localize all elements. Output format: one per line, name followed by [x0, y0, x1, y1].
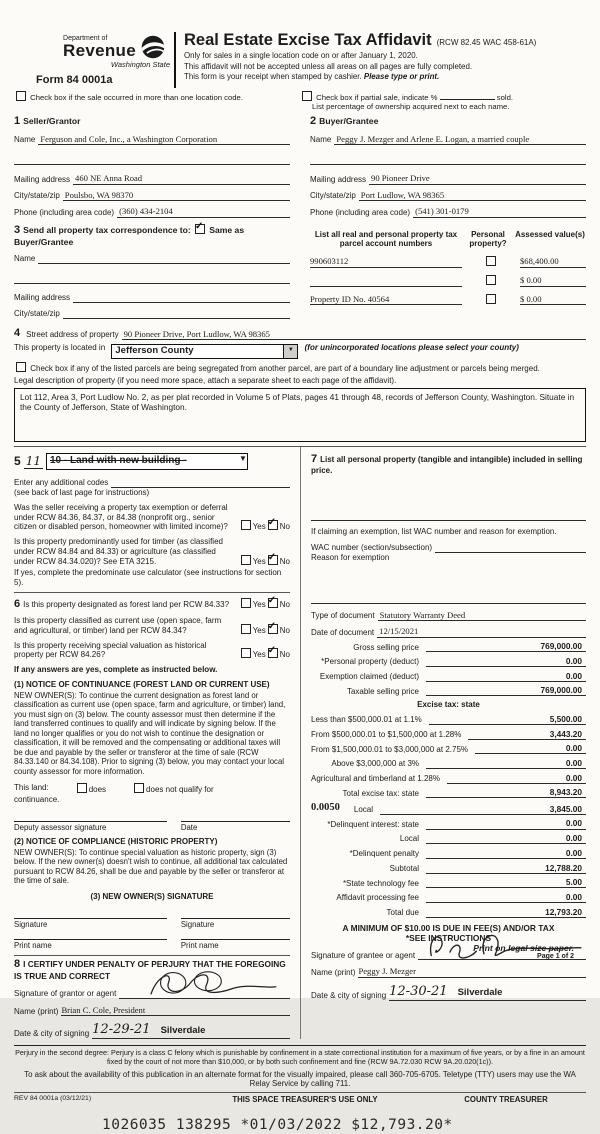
grantor-name-label: Name (print): [14, 1006, 59, 1016]
delinquent-penalty-value[interactable]: 0.00: [496, 848, 586, 859]
date-of-document-field[interactable]: 12/15/2021: [377, 626, 586, 637]
additional-codes-label: Enter any additional codes: [14, 478, 109, 488]
local-tax-value[interactable]: 3,845.00: [496, 804, 586, 815]
same-as-buyer-label: Same as Buyer/Grantee: [14, 224, 245, 248]
notice-2-body: NEW OWNER(S): To continue special valuation as historic property, sign (3) below. If the new owner(s) doesn't wish to continue, all additional tax calculated pursuant to RCW 84.26, shall be due and payable by the seller or transferor at the time of sale.: [14, 847, 288, 886]
s6-question-2: Is this property classified as current use (open space, farm and agricultural, or timber) land per RCW 84.34?: [14, 616, 222, 635]
grantee-name-field[interactable]: Peggy J. Mezger: [358, 966, 586, 977]
grantor-city: Silverdale: [160, 1025, 206, 1037]
rev-number: REV 84 0001a (03/12/21): [14, 1095, 92, 1103]
deputy-date-line[interactable]: Date: [181, 821, 290, 833]
seller-name-field[interactable]: Ferguson and Cole, Inc., a Washington Corporation: [38, 134, 290, 145]
county-treasurer-label: COUNTY TREASURER: [464, 1095, 548, 1105]
tax-row-label: *Personal property (deduct): [321, 657, 419, 667]
minimum-due-line-2: *SEE INSTRUCTIONS: [405, 933, 492, 943]
buyer-phone-field[interactable]: (541) 301-0179: [413, 206, 586, 217]
total-due-value[interactable]: 12,793.20: [496, 907, 586, 918]
type-of-document-label: Type of document: [311, 611, 375, 621]
seller-city-field[interactable]: Poulsbo, WA 98370: [63, 190, 290, 201]
tax-row-label: From $500,000.01 to $1,500,000 at 1.28%: [311, 729, 462, 739]
grantor-handwritten-date: 12-29-21: [92, 1022, 151, 1038]
agency-block: [14, 30, 172, 88]
partial-sale-checkbox[interactable]: [302, 91, 312, 101]
tier4-tax-value[interactable]: 0.00: [496, 758, 586, 769]
notice-3-title: (3) NEW OWNER(S) SIGNATURE: [90, 891, 214, 901]
agency-name: Revenue: [63, 41, 136, 61]
corr-name-field[interactable]: [38, 253, 290, 264]
use-code-dropdown-arrow-icon[interactable]: ▼: [239, 454, 247, 464]
s5q1-no-checkbox[interactable]: [268, 520, 278, 530]
corr-name-label: Name: [14, 254, 36, 264]
assessed-value-field[interactable]: $ 0.00: [520, 275, 586, 286]
agency-subtitle: Washington State: [110, 60, 170, 69]
notice-1-body: NEW OWNER(S): To continue the current designation as forest land or classification as current use (open space, farm and agriculture, or timber) land, you must sign on (3) below. The county assessor must then determine if the land transferred continues to qualify and will indicate by signing below. If the land no longer qualifies or you do not wish to continue the designation or classification, it will be removed and the compensating or additional taxes will be due and payable by the seller or transferor at the time of sale (RCW 84.33.140 or 84.34.108). Prior to signing (3) below, you may contact your local county assessor for more information.: [14, 690, 286, 776]
subtitle-line-3: [184, 72, 586, 82]
parcel-row: [310, 256, 586, 268]
seller-name-label: Name: [14, 135, 36, 145]
s5-question-2: Is this property predominantly used for timber (as classified under RCW 84.84 and 84.33) or agriculture (as classified under RCW 84.34.020)? See ETA 3215.: [14, 537, 223, 566]
buyer-city-label: City/state/zip: [310, 191, 356, 201]
delinquent-interest-state-value[interactable]: 0.00: [496, 818, 586, 829]
tax-row-label: Agricultural and timberland at 1.28%: [311, 773, 440, 783]
personal-property-field[interactable]: [311, 510, 586, 521]
correspondence-heading: Send all property tax correspondence to:: [23, 224, 191, 235]
section-3-number: 3: [14, 223, 21, 236]
subtotal-value[interactable]: 12,788.20: [496, 863, 586, 874]
subtitle-line-1: Only for sales in a single location code on or after January 1, 2020.: [184, 51, 418, 61]
grantor-signature-label: Signature of grantor or agent: [14, 989, 117, 999]
agency-small-label: Department of: [63, 34, 108, 42]
tier3-tax-value[interactable]: 0.00: [496, 743, 586, 754]
grantee-date-field[interactable]: [389, 984, 586, 1001]
grantee-handwritten-date: 12-30-21: [389, 983, 448, 999]
corr-mailing-label: Mailing address: [14, 293, 71, 303]
section-8-number: 8: [14, 957, 21, 970]
perjury-statement: Perjury in the second degree: Perjury is a class C felony which is punishable by confinement in a state correctional institution for a maximum of five years, or by a fine in an amount fixed by the court of not more than $10,000, or by both such confinement and fine (RCW 9A.72.030 RCW 9A.20.020(1c)).: [14, 1045, 586, 1067]
no-label: No: [279, 599, 290, 609]
reason-for-exemption-field[interactable]: [311, 593, 586, 604]
tax-row-label: Total excise tax: state: [342, 788, 419, 798]
gross-selling-price-value[interactable]: 769,000.00: [496, 641, 586, 652]
local-rate: 0.0050: [311, 802, 340, 814]
s7-heading: List all personal property (tangible and intangible) included in selling price.: [311, 455, 583, 476]
s6q1-no-checkbox[interactable]: [268, 598, 278, 608]
buyer-city-field[interactable]: Port Ludlow, WA 98365: [359, 190, 586, 201]
tax-row-label: Total due: [386, 908, 419, 917]
tax-row-label: From $1,500,000.01 to $3,000,000 at 2.75%: [311, 744, 469, 754]
personal-property-col-header: Personal property?: [469, 229, 507, 249]
seller-phone-field[interactable]: (360) 434-2104: [117, 206, 290, 217]
buyer-mailing-label: Mailing address: [310, 174, 367, 184]
taxable-selling-price-value[interactable]: 769,000.00: [496, 685, 586, 696]
parcel-table: [300, 224, 586, 319]
form-header: [14, 30, 586, 88]
header-divider: [174, 32, 176, 88]
street-address-field[interactable]: 90 Pioneer Drive, Port Ludlow, WA 98365: [122, 329, 586, 340]
grantor-date-label: Date & city of signing: [14, 1029, 90, 1039]
tax-row-label: Subtotal: [389, 863, 419, 873]
seller-phone-label: Phone (including area code): [14, 207, 115, 217]
section-5-use-code: [14, 453, 290, 593]
receipt-text: This form is your receipt when stamped by cashier.: [184, 72, 362, 82]
new-owner-signature-line-1[interactable]: Signature: [14, 918, 167, 930]
personal-property-checkbox-2[interactable]: [486, 275, 496, 285]
parcel-number-field[interactable]: Property ID No. 40564: [310, 294, 462, 305]
section-2-buyer: [300, 115, 586, 217]
tax-row-label: *Delinquent interest: state: [327, 819, 419, 829]
land-does-checkbox[interactable]: [77, 783, 87, 793]
tier2-tax-value[interactable]: 3,443.20: [496, 729, 586, 740]
partial-sale-label: Check box if partial sale, indicate %: [316, 92, 438, 102]
tax-row-label: Local: [399, 834, 419, 844]
tax-row-label: Above $3,000,000 at 3%: [331, 759, 419, 769]
delinquent-interest-local-value[interactable]: 0.00: [496, 833, 586, 844]
parcel-row: [310, 294, 586, 306]
seller-mailing-label: Mailing address: [14, 174, 71, 184]
s5q1-yes-checkbox[interactable]: [241, 520, 251, 530]
street-address-label: Street address of property: [26, 330, 119, 340]
does-not-label: does not qualify for: [146, 785, 214, 795]
personal-property-checkbox-3[interactable]: [486, 294, 496, 304]
use-code-dropdown-value: 10 - Land with new building -: [49, 455, 187, 467]
tax-computation: [311, 610, 586, 944]
section-7-number: 7: [311, 453, 318, 466]
deputy-assessor-signature-line[interactable]: Deputy assessor signature: [14, 821, 167, 833]
notice-2-title: (2) NOTICE OF COMPLIANCE (HISTORIC PROPERTY): [14, 837, 218, 847]
affidavit-processing-fee-value[interactable]: 0.00: [496, 892, 586, 903]
section-5-number: 5: [14, 454, 21, 469]
s5-q2-note: If yes, complete the predominate use calculator (see instructions for section 5).: [14, 568, 290, 593]
page-indicator: Page 1 of 2: [537, 953, 574, 961]
print-note: [473, 943, 574, 962]
minimum-due-line-1: A MINIMUM OF $10.00 IS DUE IN FEE(S) AND/OR TAX: [342, 922, 555, 933]
yes-label: Yes: [252, 522, 266, 532]
s6q2-no-checkbox[interactable]: [268, 624, 278, 634]
section-6-number: 6: [14, 597, 21, 610]
corr-name-field-2[interactable]: [14, 273, 290, 284]
grantee-name-label: Name (print): [311, 967, 356, 977]
parcel-col-header: List all real and personal property tax parcel account numbers: [314, 229, 458, 249]
tax-row-label: *State technology fee: [342, 878, 419, 888]
type-of-document-field[interactable]: Statutory Warranty Deed: [378, 610, 586, 621]
treasurer-stamp: 1026035 138295 *01/03/2022 $12,793.20*: [102, 1116, 453, 1133]
wac-number-label: WAC number (section/subsection): [311, 543, 433, 553]
buyer-mailing-field[interactable]: 90 Pioneer Drive: [369, 173, 586, 184]
state-technology-fee-value[interactable]: 5.00: [496, 877, 586, 888]
new-owner-signature-line-2[interactable]: Signature: [181, 918, 290, 930]
s6q3-no-checkbox[interactable]: [268, 648, 278, 658]
section-2-number: 2: [310, 115, 317, 128]
exemption-note: If claiming an exemption, list WAC number and reason for exemption.: [311, 527, 557, 537]
yes-label: Yes: [252, 556, 266, 566]
buyer-name-field[interactable]: Peggy J. Mezger and Arlene E. Logan, a married couple: [334, 134, 586, 145]
ownership-note: List percentage of ownership acquired next to each name.: [312, 101, 510, 111]
segregated-checkbox[interactable]: [16, 362, 26, 372]
section-4-number: 4: [14, 326, 21, 339]
corr-city-label: City/state/zip: [14, 309, 60, 319]
grantor-name-field[interactable]: Brian C. Cole, President: [61, 1005, 290, 1016]
s5q2-no-checkbox[interactable]: [268, 555, 278, 565]
located-in-label: This property is located in: [14, 343, 106, 353]
alternate-format-note: To ask about the availability of this publication in an alternate format for the visually impaired, please call 360-705-6705. Teletype (TTY) users may use the WA Relay Service by calling 711.: [14, 1070, 586, 1093]
land-does-not-checkbox[interactable]: [134, 783, 144, 793]
assessed-value-col-header: Assessed value(s): [515, 229, 585, 239]
no-label: No: [279, 556, 290, 566]
section-3-correspondence: [14, 224, 300, 319]
section-7-personal-property: [311, 453, 586, 604]
assessed-value-field[interactable]: $ 0.00: [520, 294, 586, 305]
parcel-row: [310, 275, 586, 287]
new-owner-print-name-1[interactable]: Print name: [14, 939, 167, 951]
date-of-document-label: Date of document: [311, 627, 375, 637]
grantee-date-label: Date & city of signing: [311, 990, 387, 1000]
tier1-tax-value[interactable]: 5,500.00: [496, 714, 586, 725]
corr-city-field[interactable]: [63, 308, 290, 319]
assessed-value-field[interactable]: $68,400.00: [520, 256, 586, 267]
personal-property-checkbox-1[interactable]: [486, 256, 496, 266]
s6q1-yes-checkbox[interactable]: [241, 598, 251, 608]
partial-sale-percent-field[interactable]: [440, 91, 495, 100]
corr-mailing-field[interactable]: [73, 292, 290, 303]
s6-note: If any answers are yes, complete as instructed below.: [14, 665, 218, 675]
section-1-seller: [14, 115, 300, 217]
partial-sale-suffix: sold.: [496, 92, 514, 102]
tax-row-label: Local: [353, 805, 373, 815]
does-label: does: [88, 785, 107, 795]
tax-row-label: Taxable selling price: [346, 686, 419, 696]
s6q3-yes-checkbox[interactable]: [241, 648, 251, 658]
tax-row-label: Exemption claimed (deduct): [319, 672, 419, 682]
legal-description-label: Legal description of property (if you need more space, attach a separate sheet to each page of the affidavit).: [14, 376, 397, 386]
reason-for-exemption-label: Reason for exemption: [311, 552, 390, 562]
certify-statement: I CERTIFY UNDER PENALTY OF PERJURY THAT THE FOREGOING IS TRUE AND CORRECT: [14, 958, 286, 982]
wac-number-field[interactable]: [435, 542, 586, 553]
s6q2-yes-checkbox[interactable]: [241, 624, 251, 634]
print-note-line: Print on legal size paper.: [473, 942, 574, 953]
no-label: No: [279, 522, 290, 532]
section-8-grantor: [14, 955, 290, 1040]
type-or-print-text: Please type or print.: [363, 72, 440, 82]
buyer-phone-label: Phone (including area code): [310, 207, 411, 217]
subtitle-line-2: This affidavit will not be accepted unless all areas on all pages are fully completed.: [184, 61, 473, 71]
segregated-label: Check box if any of the listed parcels are being segregated from another parcel, are part of a boundary line adjustment or parcels being merged.: [30, 363, 540, 373]
tax-row-label: Affidavit processing fee: [336, 893, 419, 903]
grantor-signature-field[interactable]: [119, 988, 290, 999]
form-title: Real Estate Excise Tax Affidavit: [184, 31, 432, 49]
form-number: Form 84 0001a: [36, 74, 113, 87]
parcel-number-field[interactable]: 990603112: [310, 256, 462, 267]
grantor-date-field[interactable]: [92, 1022, 290, 1039]
buyer-heading: Buyer/Grantee: [319, 116, 379, 127]
tax-row-label: Less than $500,000.01 at 1.1%: [311, 715, 422, 725]
s5-question-1: Was the seller receiving a property tax exemption or deferral under RCW 84.36, 84.37, or 84.38 (nonprofit org., senior citizen or disabled person, homeowner with limited income)?: [14, 502, 228, 532]
excise-tax-state-header: Excise tax: state: [417, 700, 480, 710]
s6-question-3: Is this property receiving special valuation as historical property per RCW 84.26?: [14, 640, 207, 660]
notice-1-title: (1) NOTICE OF CONTINUANCE (FOREST LAND OR CURRENT USE): [14, 679, 270, 689]
no-label: No: [279, 650, 290, 660]
grantee-signature-label: Signature of grantee or agent: [311, 950, 416, 960]
footer-row: [14, 1095, 586, 1105]
agricultural-tax-value[interactable]: 0.00: [496, 773, 586, 784]
multi-location-checkbox[interactable]: [16, 91, 26, 101]
tax-row-label: Gross selling price: [353, 642, 419, 652]
county-dropdown-value: Jefferson County: [115, 345, 194, 357]
tax-row-label: *Delinquent penalty: [349, 849, 419, 859]
seller-heading: Seller/Grantor: [23, 116, 81, 127]
form-title-rcw: (RCW 82.45 WAC 458-61A): [436, 38, 537, 47]
seller-city-label: City/state/zip: [14, 191, 60, 201]
left-column: [14, 447, 300, 1039]
yes-label: Yes: [252, 599, 266, 609]
s6-question-1: Is this property designated as forest land per RCW 84.33?: [23, 599, 230, 609]
buyer-name-field-2[interactable]: [310, 154, 586, 165]
treasurer-space-label: THIS SPACE TREASURER'S USE ONLY: [232, 1095, 378, 1105]
use-code-dropdown[interactable]: [46, 453, 248, 470]
county-dropdown[interactable]: [111, 344, 298, 359]
section-1-number: 1: [14, 115, 21, 128]
this-land-label: This land:: [14, 783, 49, 793]
personal-property-deduct-value[interactable]: 0.00: [496, 656, 586, 667]
seller-mailing-field[interactable]: 460 NE Anna Road: [73, 173, 290, 184]
exemption-claimed-value[interactable]: 0.00: [496, 671, 586, 682]
buyer-name-label: Name: [310, 135, 332, 145]
revenue-logo-icon: [140, 34, 166, 60]
county-dropdown-arrow-icon[interactable]: ▼: [283, 345, 297, 358]
section-6-land-designation: [14, 598, 290, 951]
new-owner-print-name-2[interactable]: Print name: [181, 939, 290, 951]
additional-codes-note: (see back of last page for instructions): [14, 488, 150, 498]
yes-label: Yes: [252, 650, 266, 660]
handwritten-use-code: 11: [25, 453, 41, 468]
header-checkbox-row: [14, 91, 586, 112]
additional-codes-field[interactable]: [111, 477, 290, 488]
total-excise-state-value[interactable]: 8,943.20: [496, 787, 586, 798]
section-4-property: [14, 327, 586, 442]
legal-description-field[interactable]: Lot 112, Area 3, Port Ludlow No. 2, as per plat recorded in Volume 5 of Plats, pages 41 through 48, records of Jefferson County, Washington. Situate in the County of Jefferson, State of Washington.: [14, 388, 586, 442]
multi-location-label: Check box if the sale occurred in more than one location code.: [30, 92, 243, 102]
located-in-note: (for unincorporated locations please select your county): [304, 343, 519, 353]
s5q2-yes-checkbox[interactable]: [241, 555, 251, 565]
yes-label: Yes: [252, 625, 266, 635]
parcel-number-field[interactable]: [310, 276, 462, 287]
seller-name-field-2[interactable]: [14, 154, 290, 165]
grantee-city: Silverdale: [457, 986, 503, 998]
no-label: No: [279, 625, 290, 635]
continuance-label: continuance.: [14, 794, 60, 804]
same-as-buyer-checkbox[interactable]: [195, 224, 205, 234]
